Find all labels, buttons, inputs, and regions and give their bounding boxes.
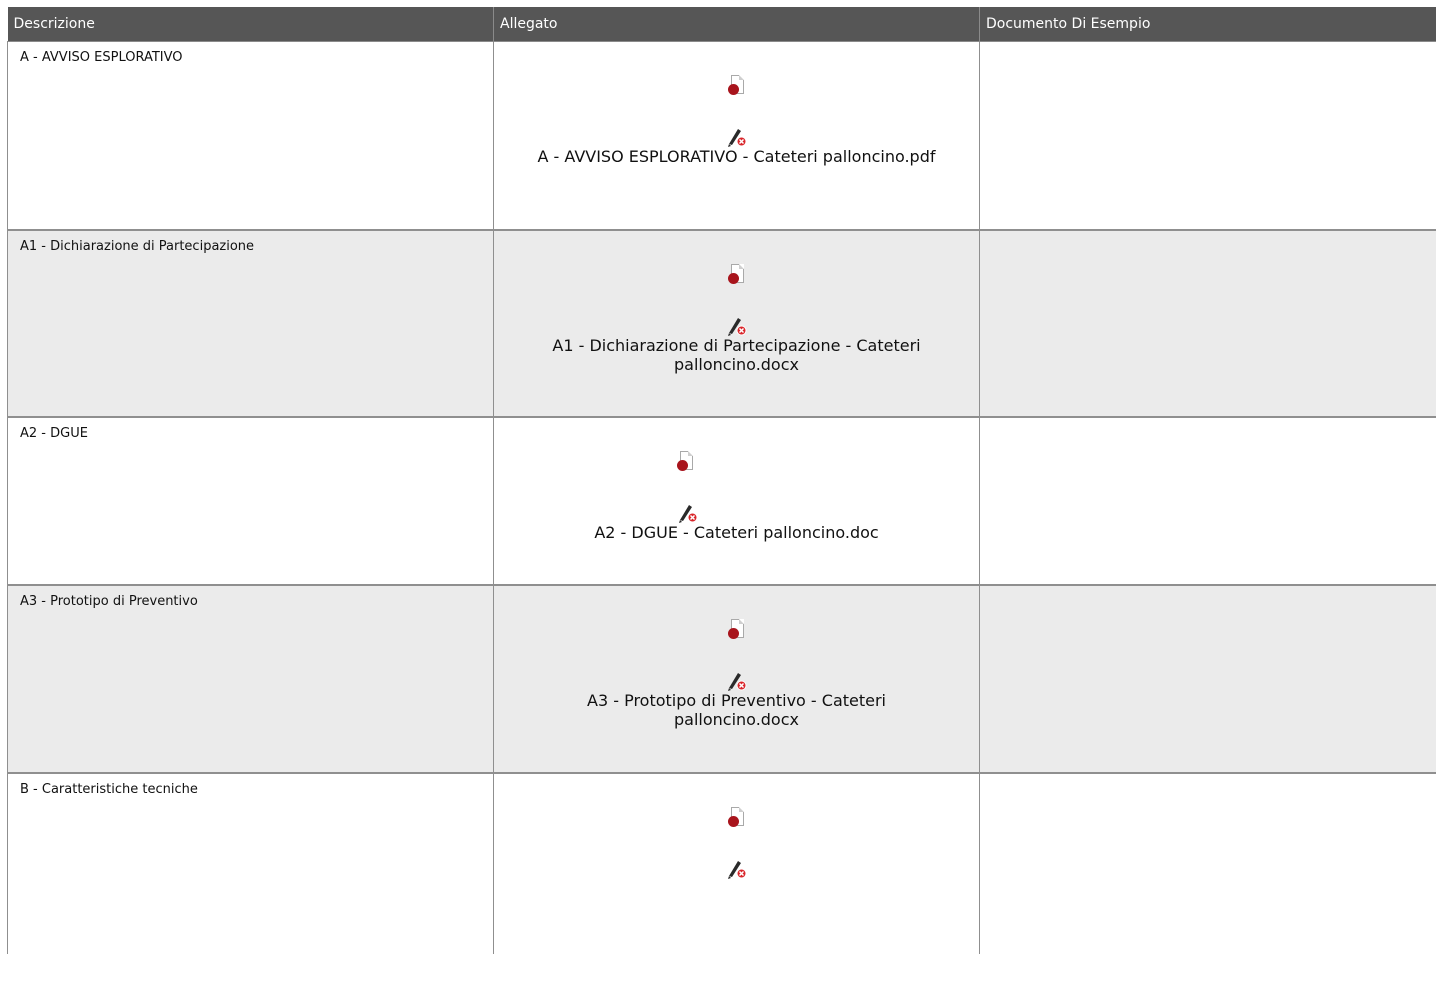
attachments-table-container <box>7 7 1435 954</box>
signature-invalid-icon[interactable] <box>726 857 748 879</box>
example-document-cell <box>980 417 1436 585</box>
signature-invalid-icon[interactable] <box>726 125 748 147</box>
row-description: A1 - Dichiarazione di Partecipazione <box>20 239 255 254</box>
signature-invalid-icon[interactable] <box>726 669 748 691</box>
sealed-document-icon[interactable] <box>728 264 746 284</box>
attachment-filename[interactable]: A - AVVISO ESPLORATIVO - Cateteri palloncino.pdf <box>537 147 936 166</box>
signature-invalid-icon[interactable] <box>677 501 699 523</box>
example-document-cell <box>980 773 1436 954</box>
row-description: A2 - DGUE <box>20 426 88 441</box>
column-header-attachment[interactable]: Allegato <box>494 7 980 42</box>
column-header-example-document[interactable]: Documento Di Esempio <box>980 7 1436 42</box>
description-cell <box>8 773 494 954</box>
example-document-cell <box>980 42 1436 231</box>
example-document-cell <box>980 230 1436 417</box>
sealed-document-icon[interactable] <box>728 75 746 95</box>
sealed-document-icon[interactable] <box>728 807 746 827</box>
attachment-filename[interactable]: A1 - Dichiarazione di Partecipazione - Cateteri palloncino.docx <box>552 336 921 374</box>
table-row <box>8 42 1436 231</box>
column-header-description[interactable]: Descrizione <box>8 7 494 42</box>
attachment-filename[interactable]: A3 - Prototipo di Preventivo - Cateteri palloncino.docx <box>587 691 886 729</box>
row-description: A3 - Prototipo di Preventivo <box>20 594 198 609</box>
row-description: A - AVVISO ESPLORATIVO <box>20 50 183 65</box>
description-cell <box>8 417 494 585</box>
table-header <box>8 7 1436 42</box>
attachment-cell <box>494 42 980 231</box>
attachment-filename[interactable]: A2 - DGUE - Cateteri palloncino.doc <box>594 523 879 542</box>
attachments-table <box>7 7 1436 954</box>
description-cell <box>8 230 494 417</box>
row-description: B - Caratteristiche tecniche <box>20 782 198 797</box>
sealed-document-icon[interactable] <box>677 451 695 471</box>
description-cell <box>8 585 494 773</box>
description-cell <box>8 42 494 231</box>
sealed-document-icon[interactable] <box>728 619 746 639</box>
signature-invalid-icon[interactable] <box>726 314 748 336</box>
example-document-cell <box>980 585 1436 773</box>
